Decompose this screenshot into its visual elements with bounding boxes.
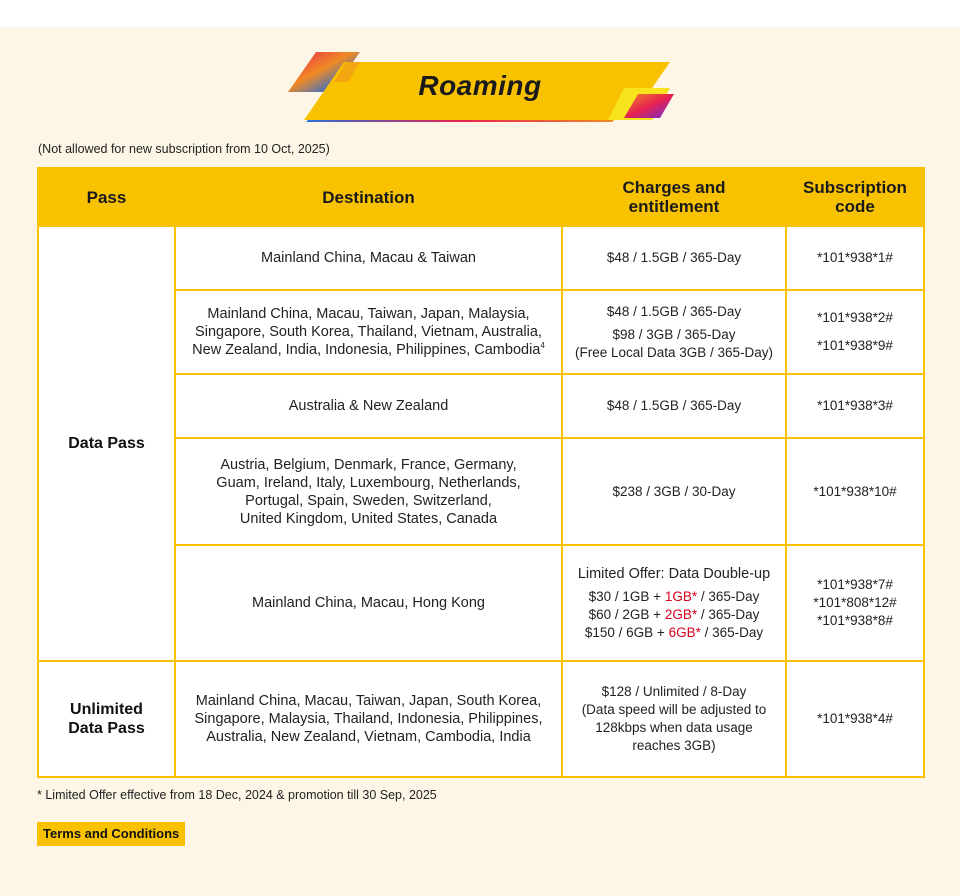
- code-line: *101*938*8#: [817, 613, 893, 628]
- offer-bonus: 6GB*: [668, 624, 701, 640]
- offer-period: / 365-Day: [700, 624, 764, 640]
- offer-line: [569, 624, 779, 642]
- table-row: [38, 661, 924, 777]
- destination-line: Australia, New Zealand, Vietnam, Cambodia, India: [206, 729, 531, 745]
- destination-line: Mainland China, Macau, Taiwan, Japan, South Korea,: [195, 693, 542, 709]
- charge-cell: $238 / 3GB / 30-Day: [562, 438, 786, 545]
- charge-line: 128kbps when data usage: [595, 720, 753, 735]
- roaming-table: [37, 167, 925, 778]
- destination-line: Guam, Ireland, Italy, Luxembourg, Netherlands,: [216, 474, 521, 491]
- destination-line: Mainland China, Macau, Taiwan, Japan, Malaysia,: [207, 306, 530, 322]
- destination-cell: [175, 290, 562, 374]
- offer-bonus: 1GB*: [664, 588, 698, 604]
- terms-and-conditions-link[interactable]: Terms and Conditions: [37, 822, 185, 846]
- charge-line: (Data speed will be adjusted to: [581, 702, 767, 717]
- charge-cell: $48 / 1.5GB / 365-Day: [562, 374, 786, 438]
- charge-line: $48 / 1.5GB / 365-Day: [606, 303, 742, 319]
- destination-line: Singapore, South Korea, Thailand, Vietnam, Australia,: [195, 324, 542, 340]
- destination-line: [182, 341, 555, 359]
- offer-base: $60 / 2GB +: [588, 606, 665, 622]
- destination-cell: [175, 438, 562, 545]
- code-line: *101*938*7#: [817, 577, 893, 592]
- offer-base: $30 / 1GB +: [588, 588, 665, 604]
- offer-period: / 365-Day: [697, 606, 760, 622]
- code-cell: *101*938*10#: [786, 438, 924, 545]
- subscription-note: (Not allowed for new subscription from 10 Oct, 2025): [38, 142, 330, 156]
- pass-data-pass: Data Pass: [38, 226, 175, 661]
- code-line: *101*808*12#: [813, 595, 897, 610]
- destination-cell: Australia & New Zealand: [175, 374, 562, 438]
- destination-cell: [175, 661, 562, 777]
- header-code-line-1: Subscription: [803, 178, 907, 197]
- table-header-row: [38, 168, 924, 226]
- code-cell: [786, 545, 924, 661]
- destination-line: Portugal, Spain, Sweden, Switzerland,: [245, 492, 492, 509]
- offer-period: / 365-Day: [697, 588, 760, 604]
- charge-cell: $48 / 1.5GB / 365-Day: [562, 226, 786, 290]
- offer-base: $150 / 6GB +: [584, 624, 669, 640]
- header-charges-line-1: Charges and: [622, 178, 726, 197]
- code-cell: *101*938*1#: [786, 226, 924, 290]
- header-charges: [562, 168, 786, 226]
- banner-title: Roaming: [418, 70, 542, 101]
- offer-bonus: 2GB*: [664, 606, 698, 622]
- header-pass: Pass: [38, 168, 175, 226]
- roaming-banner: [286, 52, 674, 122]
- destination-line: United Kingdom, United States, Canada: [239, 510, 498, 527]
- destination-line-text: New Zealand, India, Indonesia, Philippines, Cambodia: [192, 342, 541, 358]
- header-code-line-2: code: [835, 197, 875, 216]
- code-cell: *101*938*4#: [786, 661, 924, 777]
- header-destination: Destination: [175, 168, 562, 226]
- code-line: *101*938*2#: [817, 310, 893, 325]
- charge-line: $128 / Unlimited / 8-Day: [601, 684, 747, 699]
- charge-line: reaches 3GB): [632, 738, 716, 753]
- footnote-marker: 4: [540, 341, 545, 351]
- charge-line: (Free Local Data 3GB / 365-Day): [574, 344, 774, 360]
- code-cell: [786, 290, 924, 374]
- table-row: [38, 226, 924, 290]
- charge-cell: [562, 290, 786, 374]
- pass-label-line: Unlimited: [70, 701, 143, 718]
- charge-cell: [562, 661, 786, 777]
- pass-label-line: Data Pass: [68, 720, 145, 737]
- charge-line: $98 / 3GB / 365-Day: [612, 326, 736, 342]
- destination-cell: Mainland China, Macau, Hong Kong: [175, 545, 562, 661]
- code-line: *101*938*9#: [817, 338, 893, 353]
- destination-cell: Mainland China, Macau & Taiwan: [175, 226, 562, 290]
- pass-unlimited-data-pass: [38, 661, 175, 777]
- header-charges-line-2: entitlement: [628, 197, 720, 216]
- offer-line: [569, 606, 779, 624]
- limited-offer-footnote: * Limited Offer effective from 18 Dec, 2024 & promotion till 30 Sep, 2025: [37, 788, 437, 802]
- destination-line: Austria, Belgium, Denmark, France, Germany,: [220, 456, 517, 473]
- offer-line: [569, 588, 779, 606]
- destination-line: Singapore, Malaysia, Thailand, Indonesia, Philippines,: [194, 711, 543, 727]
- header-code: [786, 168, 924, 226]
- charge-cell: [562, 545, 786, 661]
- offer-title: Limited Offer: Data Double-up: [577, 565, 771, 582]
- code-cell: *101*938*3#: [786, 374, 924, 438]
